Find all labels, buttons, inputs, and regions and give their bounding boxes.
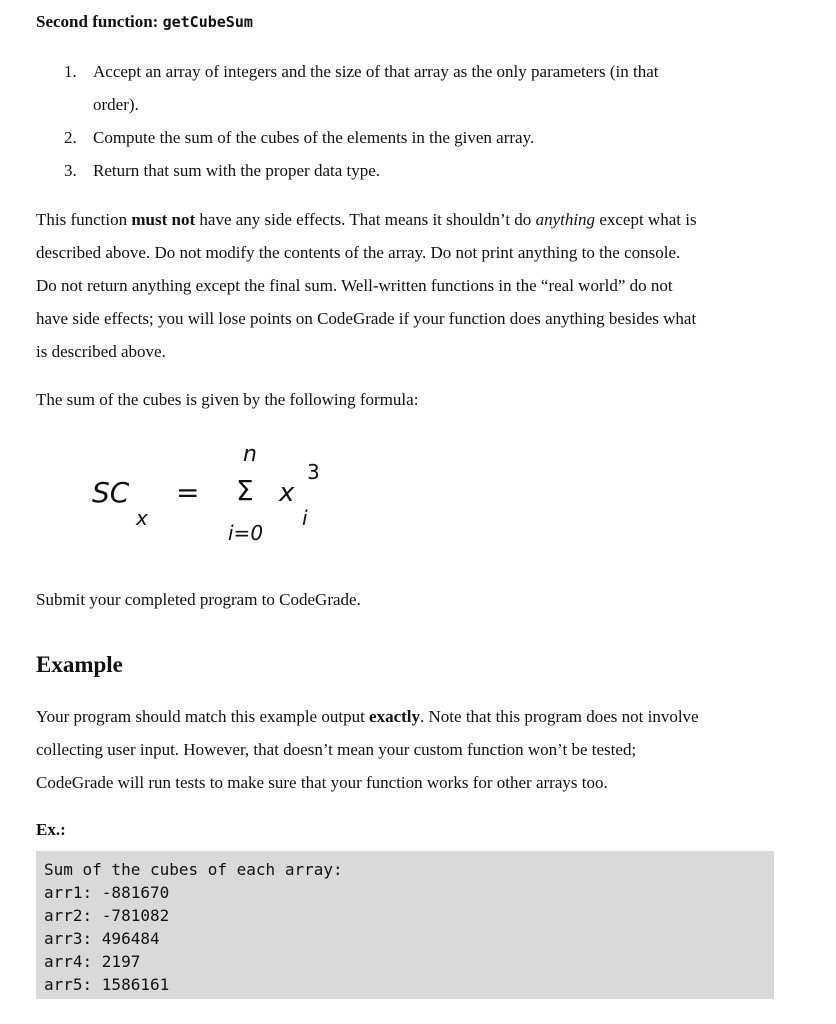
text-run: have any side effects. That means it shouldn’t do [195, 210, 536, 229]
formula-upper-limit: n [243, 442, 257, 467]
formula-sigma: Σ [236, 474, 254, 507]
formula-lower-limit: i=0 [228, 521, 264, 545]
formula-equals: = [176, 476, 200, 509]
paragraph-line [36, 203, 697, 236]
step-number: 1. [64, 62, 77, 81]
bold-text: must not [131, 210, 196, 229]
formula-intro: The sum of the cubes is given by the following formula: [36, 390, 419, 409]
paragraph-line: is described above. [36, 342, 166, 361]
output-line: arr4: 2197 [44, 952, 141, 971]
text-run: This function [36, 210, 132, 229]
output-line: arr3: 496484 [44, 929, 160, 948]
example-output-box [36, 851, 774, 999]
formula-variable: x [279, 478, 295, 508]
text-run: Your program should match this example output [36, 707, 370, 726]
function-name: getCubeSum [162, 13, 253, 31]
heading-prefix: Second function: [36, 12, 163, 31]
submit-instruction: Submit your completed program to CodeGrade. [36, 590, 361, 609]
paragraph-line: collecting user input. However, that doesn’t mean your custom function won’t be tested; [36, 740, 637, 759]
output-line: Sum of the cubes of each array: [44, 860, 343, 879]
step-number: 3. [64, 161, 77, 180]
step-number: 2. [64, 128, 77, 147]
example-label: Ex.: [36, 820, 66, 839]
example-heading: Example [36, 652, 123, 677]
section-heading [36, 12, 253, 32]
italic-text: anything [535, 210, 596, 229]
paragraph-line: described above. Do not modify the contents of the array. Do not print anything to the console. [36, 243, 681, 262]
formula-lhs: SC [92, 476, 130, 509]
paragraph-line [36, 700, 699, 733]
step-text: Return that sum with the proper data type. [93, 161, 381, 180]
formula-lhs-subscript: x [136, 506, 148, 530]
paragraph-line: Do not return anything except the final sum. Well-written functions in the “real world” do not [36, 276, 673, 295]
step-text: order). [93, 95, 139, 114]
paragraph-line: have side effects; you will lose points on CodeGrade if your function does anything besides what [36, 309, 697, 328]
bold-text: exactly [369, 707, 421, 726]
step-text: Accept an array of integers and the size of that array as the only parameters (in that [93, 62, 659, 81]
output-line: arr5: 1586161 [44, 975, 170, 994]
formula-variable-subscript: i [302, 506, 308, 530]
paragraph-line: CodeGrade will run tests to make sure that your function works for other arrays too. [36, 773, 608, 792]
step-text: Compute the sum of the cubes of the elements in the given array. [93, 128, 535, 147]
text-run: . Note that this program does not involve [420, 707, 699, 726]
output-line: arr1: -881670 [44, 883, 170, 902]
text-run: except what is [595, 210, 697, 229]
output-line: arr2: -781082 [44, 906, 170, 925]
formula-exponent: 3 [307, 460, 320, 484]
